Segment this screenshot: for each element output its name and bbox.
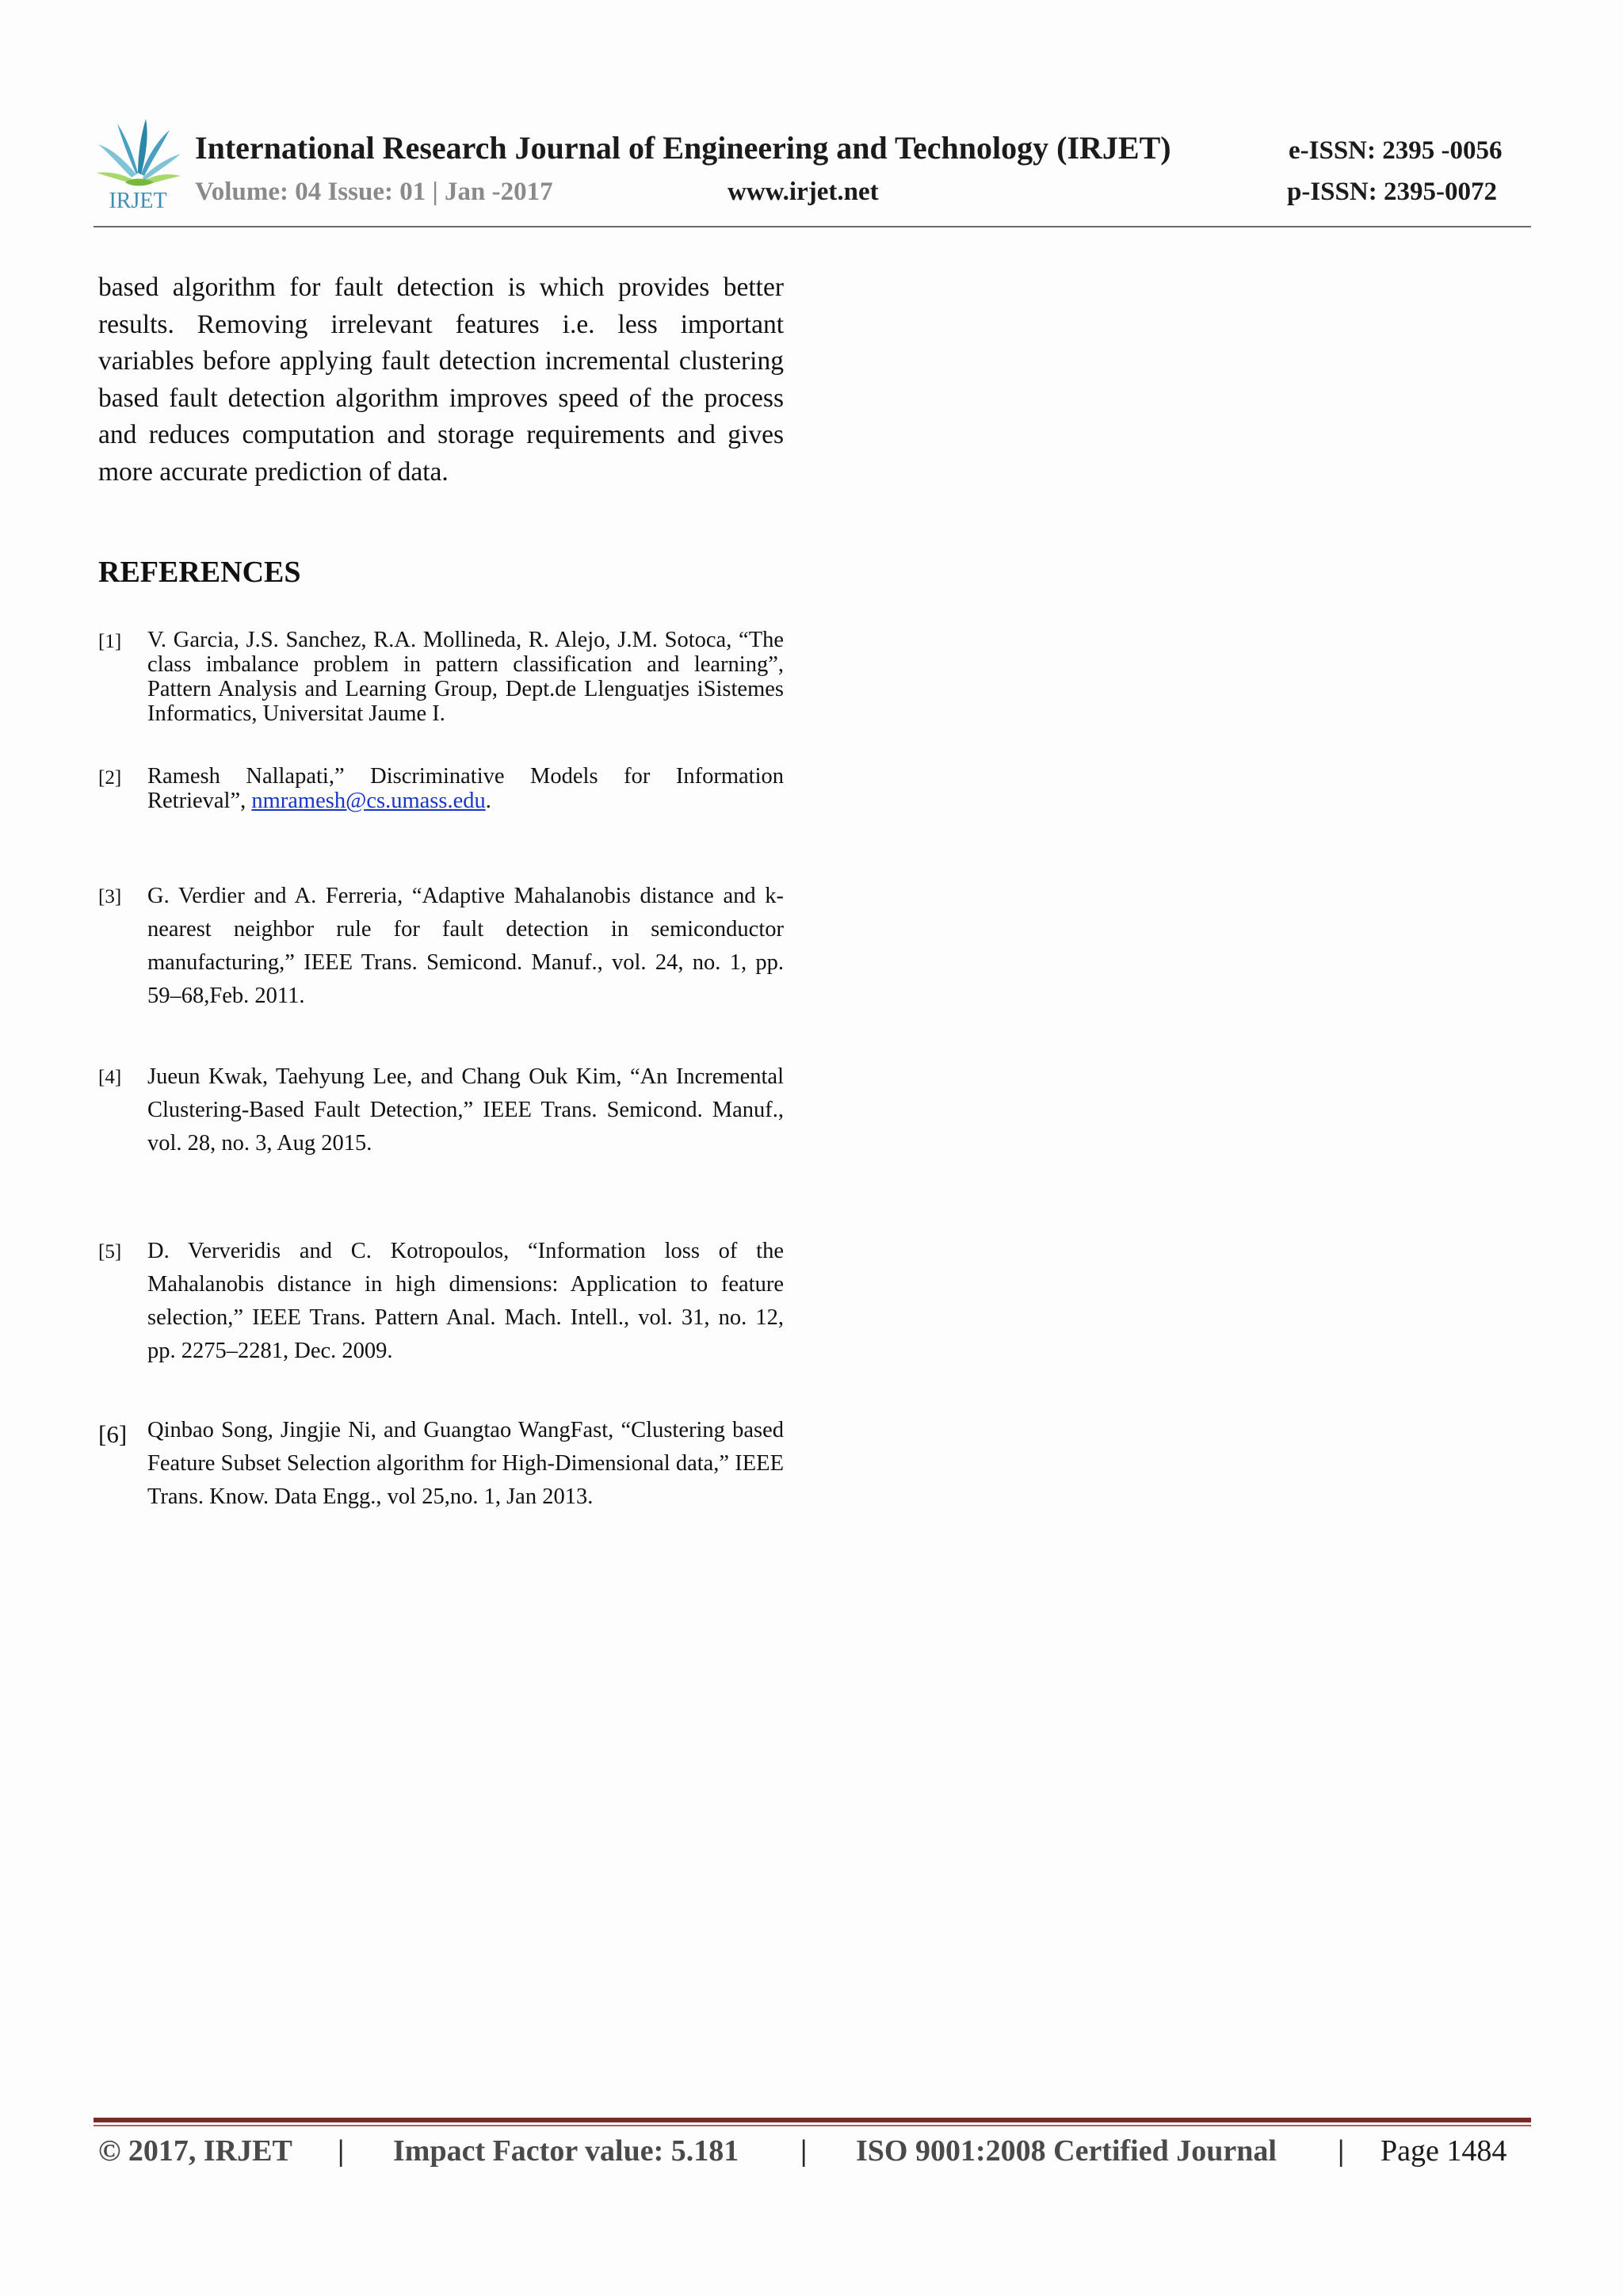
reference-text: Ramesh Nallapati,” Discriminative Models for Information Retrieval”, nmramesh@cs.umass.edu. — [147, 764, 784, 813]
reference-number: [4] — [98, 1067, 122, 1088]
header-divider — [94, 226, 1531, 227]
reference-item — [98, 880, 784, 1013]
reference-number: [1] — [98, 631, 122, 652]
reference-text: Jueun Kwak, Taehyung Lee, and Chang Ouk Kim, “An Incremental Clustering-Based Fault Detection,” IEEE Trans. Semicond. Manuf., vol. 28, no. 3, Aug 2015. — [147, 1064, 784, 1156]
footer-separator: | — [338, 2134, 345, 2168]
reference-item — [98, 764, 784, 813]
reference-number: [3] — [98, 886, 122, 907]
references-heading: REFERENCES — [98, 556, 301, 589]
reference-number: [6] — [98, 1420, 128, 1448]
journal-website: www.irjet.net — [727, 178, 879, 206]
volume-issue: Volume: 04 Issue: 01 | Jan -2017 — [195, 178, 553, 206]
irjet-logo-icon — [94, 117, 182, 212]
reference-text: V. Garcia, J.S. Sanchez, R.A. Mollineda, R. Alejo, J.M. Sotoca, “The class imbalance problem in pattern classification and learning”, Pattern Analysis and Learning Group, Dept.de Llenguatjes iSistemes Informatics, Universitat Jaume I. — [147, 628, 784, 726]
reference-item — [98, 1060, 784, 1160]
irjet-logo — [94, 117, 182, 212]
footer-separator: | — [800, 2134, 808, 2168]
reference-item — [98, 1235, 784, 1368]
pissn: p-ISSN: 2395-0072 — [1287, 178, 1497, 206]
footer-divider-thin — [94, 2125, 1531, 2126]
footer-page-number: Page 1484 — [1381, 2134, 1507, 2168]
reference-number: [5] — [98, 1241, 122, 1263]
footer-iso: ISO 9001:2008 Certified Journal — [856, 2134, 1277, 2168]
email-link[interactable]: nmramesh@cs.umass.edu — [251, 789, 486, 813]
footer-copyright: © 2017, IRJET — [98, 2134, 292, 2168]
footer-divider — [94, 2118, 1531, 2122]
reference-item — [98, 628, 784, 726]
reference-text: G. Verdier and A. Ferreria, “Adaptive Mahalanobis distance and k-nearest neighbor rule for fault detection in semiconductor manufacturing,” IEEE Trans. Semicond. Manuf., vol. 24, no. 1, pp. 59–68,Feb. 2011. — [147, 884, 784, 1008]
reference-text: D. Ververidis and C. Kotropoulos, “Information loss of the Mahalanobis distance in high dimensions: Application to feature selection,” IEEE Trans. Pattern Anal. Mach. Intell., vol. 31, no. 12, pp. 2275–2281, Dec. 2009. — [147, 1239, 784, 1363]
footer-separator: | — [1338, 2134, 1345, 2168]
reference-item — [98, 1414, 784, 1514]
eissn: e-ISSN: 2395 -0056 — [1289, 136, 1503, 165]
body-paragraph: based algorithm for fault detection is which provides better results. Removing irrelevant features i.e. less important variables before applying fault detection incremental clustering based fault detection algorithm improves speed of the process and reduces computation and storage requirements and gives more accurate prediction of data. — [98, 273, 784, 487]
journal-title: International Research Journal of Engineering and Technology (IRJET) — [195, 130, 1171, 166]
reference-text: Qinbao Song, Jingjie Ni, and Guangtao WangFast, “Clustering based Feature Subset Selection algorithm for High-Dimensional data,” IEEE Trans. Know. Data Engg., vol 25,no. 1, Jan 2013. — [147, 1418, 784, 1509]
reference-number: [2] — [98, 767, 122, 789]
footer-impact-factor: Impact Factor value: 5.181 — [393, 2134, 739, 2168]
svg-text:IRJET: IRJET — [109, 189, 167, 212]
